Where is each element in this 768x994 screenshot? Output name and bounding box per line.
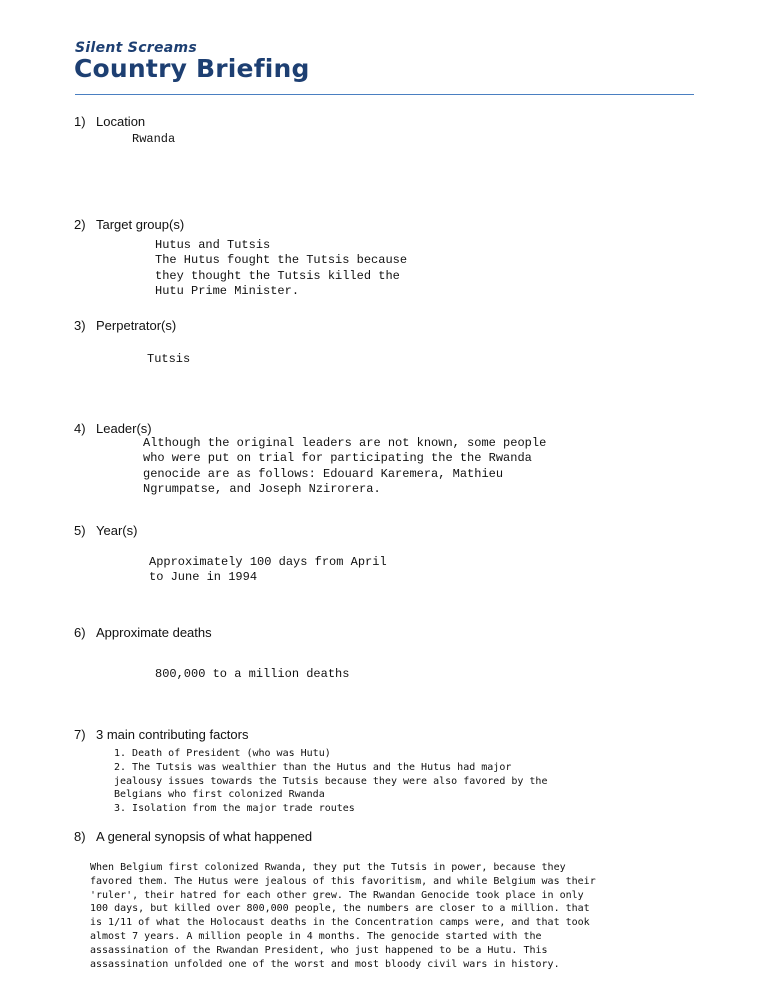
section-label: Approximate deaths xyxy=(96,625,212,640)
answer-target-groups: Hutus and Tutsis The Hutus fought the Tutsis because they thought the Tutsis killed the Hutu Prime Minister. xyxy=(155,238,408,298)
section-number: 1) xyxy=(74,114,86,129)
section-label: Target group(s) xyxy=(96,217,185,232)
answer-perpetrators: Tutsis xyxy=(147,352,191,366)
section-label: Leader(s) xyxy=(96,421,152,436)
document-title: Country Briefing xyxy=(74,54,310,83)
answer-approximate-deaths: 800,000 to a million deaths xyxy=(155,667,350,681)
section-number: 4) xyxy=(74,421,86,436)
section-label: Perpetrator(s) xyxy=(96,318,177,333)
section-number: 7) xyxy=(74,727,86,742)
header-divider xyxy=(75,94,694,95)
section-number: 3) xyxy=(74,318,86,333)
section-heading-approximate-deaths xyxy=(74,625,212,640)
section-label: 3 main contributing factors xyxy=(96,727,249,742)
section-number: 5) xyxy=(74,523,86,538)
section-label: Location xyxy=(96,114,146,129)
answer-synopsis: When Belgium first colonized Rwanda, they put the Tutsis in power, because they favored them. The Hutus were jealous of this favoritism, and while Belgium was their 'ruler', their hatred for each other grew. The Rwandan Genocide took place in only 100 days, but killed over 800,000 people, the numbers are closer to a million. that is 1/11 of what the Holocaust deaths in the Concentration camps were, and that took almost 7 years. A million people in 4 months. The genocide started with the assassination of the Rwandan President, who just happened to be a Hutu. This assassination unfolded one of the worst and most bloody civil wars in history. xyxy=(90,862,596,970)
section-heading-leaders xyxy=(74,421,152,436)
section-heading-location xyxy=(74,114,145,129)
section-heading-target-groups xyxy=(74,217,184,232)
section-heading-contributing-factors xyxy=(74,727,248,742)
section-heading-perpetrators xyxy=(74,318,176,333)
answer-location: Rwanda xyxy=(132,132,176,146)
document-subtitle: Silent Screams xyxy=(75,40,198,56)
section-number: 6) xyxy=(74,625,86,640)
answer-leaders: Although the original leaders are not known, some people who were put on trial for participating the the Rwanda genocide are as follows: Edouard Karemera, Mathieu Ngrumpatse, and Joseph Nzirorera. xyxy=(143,436,547,496)
answer-years: Approximately 100 days from April to June in 1994 xyxy=(149,555,387,585)
answer-contributing-factors: 1. Death of President (who was Hutu) 2. The Tutsis was wealthier than the Hutus and the Hutus had major jealousy issues towards the Tutsis because they were also favored by the Belgians who first colonized Rwanda 3. Isolation from the major trade routes xyxy=(114,748,548,815)
section-heading-synopsis xyxy=(74,829,312,844)
section-number: 8) xyxy=(74,829,86,844)
section-heading-years xyxy=(74,523,137,538)
section-label: Year(s) xyxy=(96,523,138,538)
section-number: 2) xyxy=(74,217,86,232)
section-label: A general synopsis of what happened xyxy=(96,829,313,844)
